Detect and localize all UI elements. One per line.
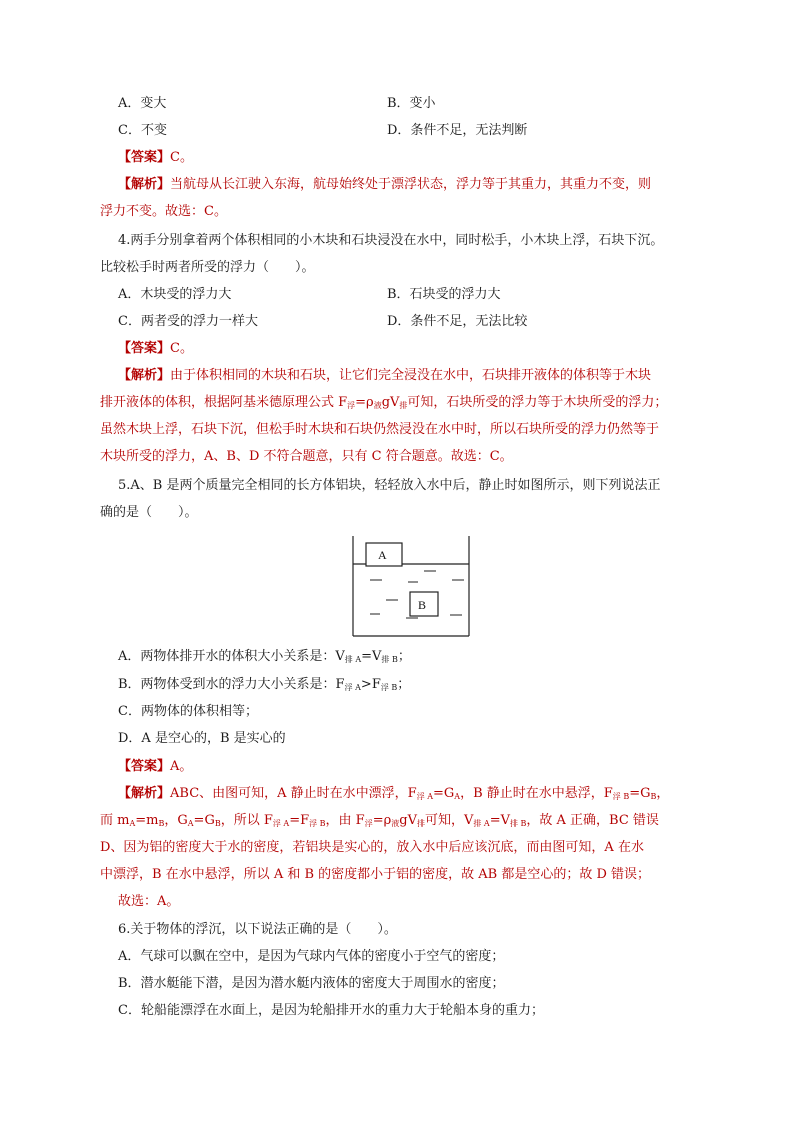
q4-option-d: D．条件不足，无法比较 [387, 314, 528, 329]
beaker-figure [352, 534, 470, 638]
q5-option-b: B．两物体受到水的浮力大小关系是：$F_{浮 A}>F_{浮 B}$； [118, 677, 411, 692]
analysis-tag: 【解析】 [118, 177, 171, 192]
q3-analysis-line-2: 浮力不变。故选：C。 [100, 204, 227, 219]
answer-tag: 【答案】 [118, 150, 171, 165]
q4-option-a: A．木块受的浮力大 [118, 287, 232, 302]
q5-stem-line-2: 确的是（ ）。 [100, 505, 198, 520]
q3-option-d: D．条件不足，无法判断 [387, 123, 528, 138]
q5-option-c: C．两物体的体积相等； [118, 704, 258, 719]
block-b-label: B [418, 598, 427, 612]
q3-option-b: B．变小 [387, 96, 436, 111]
q5-option-d: D．A 是空心的，B 是实心的 [118, 731, 286, 746]
q6-option-a: A．气球可以飘在空中，是因为气球内气体的密度小于空气的密度； [118, 949, 505, 964]
q5-analysis-line-1: 【解析】ABC、由图可知，A 静止时在水中漂浮，$F_{浮 A}=G_A$，B 静止时在水中悬浮，$F_{浮 B}=G_B$， [118, 786, 670, 801]
q3-answer-value: C。 [170, 150, 193, 165]
q4-stem-line-2: 比较松手时两者所受的浮力（ ）。 [100, 260, 315, 275]
q5-answer: 【答案】A。 [118, 759, 193, 774]
q5-analysis-line-4: 中漂浮，B 在水中悬浮，所以 A 和 B 的密度都小于铝的密度，故 AB 都是空心的；故 D 错误； [100, 867, 651, 882]
q4-analysis-line-2: 排开液体的体积，根据阿基米德原理公式 $F_浮=\rho_液gV_排$可知，石块所受的浮力等于木块所受的浮力； [100, 395, 668, 410]
q5-analysis-line-2: 而 $m_A=m_B$，$G_A=G_B$，所以 $F_{浮 A}=F_{浮 B}$，由 $F_浮=\rho_液gV_排$可知，$V_{排 A}=V_{排 B}$，故 A 正确，BC 错误 [100, 813, 659, 828]
q5-analysis-line-3: D、因为铝的密度大于水的密度，若铝块是实心的，放入水中后应该沉底，而由图可知，A 在水 [100, 840, 644, 855]
q4-analysis-line-1: 【解析】由于体积相同的木块和石块，让它们完全浸没在水中，石块排开液体的体积等于木块 [118, 368, 652, 383]
q4-analysis-line-4: 木块所受的浮力，A、B、D 不符合题意，只有 C 符合题意。故选：C。 [100, 449, 513, 464]
q3-option-a: A．变大 [118, 96, 167, 111]
q4-stem-line-1: 4.两手分别拿着两个体积相同的小木块和石块浸没在水中，同时松手，小木块上浮，石块下沉。 [118, 233, 664, 248]
q4-option-c: C．两者受的浮力一样大 [118, 314, 258, 329]
q3-analysis-line-1: 【解析】当航母从长江驶入东海，航母始终处于漂浮状态，浮力等于其重力，其重力不变，则 [118, 177, 652, 192]
q4-answer: 【答案】C。 [118, 341, 193, 356]
q3-option-c: C．不变 [118, 123, 167, 138]
q4-option-b: B．石块受的浮力大 [387, 287, 501, 302]
q6-option-b: B．潜水艇能下潜，是因为潜水艇内液体的密度大于周围水的密度； [118, 976, 505, 991]
q5-analysis-line-5: 故选：A。 [118, 894, 180, 909]
q5-stem-line-1: 5.A、B 是两个质量完全相同的长方体铝块，轻轻放入水中后，静止时如图所示，则下列说法正 [118, 478, 661, 493]
q3-answer [118, 149, 193, 167]
q6-stem: 6.关于物体的浮沉，以下说法正确的是（ ）。 [118, 922, 397, 937]
q6-option-c: C．轮船能漂浮在水面上，是因为轮船排开水的重力大于轮船本身的重力； [118, 1003, 544, 1018]
block-a-label: A [378, 548, 387, 562]
q4-analysis-line-3: 虽然木块上浮，石块下沉，但松手时木块和石块仍然浸没在水中时，所以石块所受的浮力仍然等于 [100, 422, 660, 437]
q5-option-a: A．两物体排开水的体积大小关系是：$V_{排 A}=V_{排 B}$； [118, 649, 411, 664]
